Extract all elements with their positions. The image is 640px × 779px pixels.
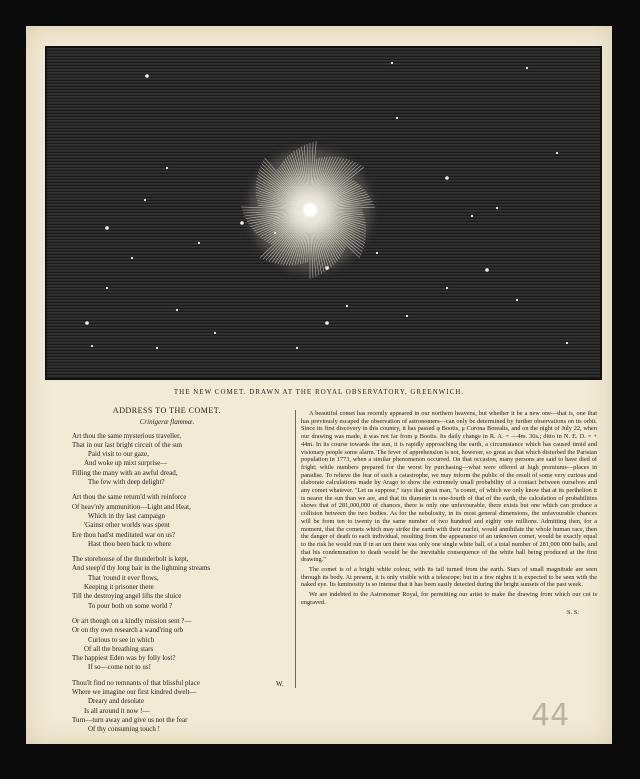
- star: [166, 167, 168, 169]
- star: [240, 221, 244, 225]
- star: [106, 287, 108, 289]
- poem-line: Art thou the same return'd with reinforce: [72, 493, 187, 502]
- poem-line: The happiest Eden was by folly lost?: [72, 654, 176, 663]
- column-rule: [295, 410, 296, 688]
- poem-column: [72, 406, 312, 741]
- star: [156, 347, 158, 349]
- star: [105, 226, 109, 230]
- poem-line: Or art though on a kindly mission sent ?—: [72, 616, 192, 625]
- poem-stanzas: [72, 432, 312, 735]
- poem-line: Or on thy own research a wand'ring orb: [72, 626, 184, 635]
- article-column: [301, 410, 597, 616]
- poem-line: Filling the many with an awful dread,: [72, 468, 178, 477]
- poem-stanza: [72, 617, 312, 673]
- poem-stanza: [72, 493, 312, 549]
- article-paragraph: The comet is of a bright white colour, with its tail turned from the earth. Stars of small magnitude are seen through its body. At present, it is only visible with a telescope; but in a few nights it is expected to be seen with the naked eye. Its luminosity is so intense that it has been easily detected during the bright sunsets of the past week.: [301, 566, 597, 589]
- star: [131, 257, 133, 259]
- poem-line: Of heav'nly ammunition—Light and Heat,: [72, 502, 191, 511]
- poem-line: Curious to see in which: [88, 635, 155, 644]
- poem-line: Which in thy last campaign: [88, 511, 165, 520]
- star: [396, 117, 398, 119]
- poem-line: And woke up mixt surprise—: [84, 459, 168, 468]
- poem-line: That in our last bright circuit of the sun: [72, 440, 183, 449]
- star: [391, 62, 393, 64]
- star: [566, 342, 568, 344]
- poem-line: Of all the breathing stars: [84, 644, 154, 653]
- comet-engraving: [45, 46, 602, 380]
- poem-line: Paid visit to our gaze,: [88, 450, 149, 459]
- poem-signature: W.: [276, 680, 284, 688]
- star: [516, 299, 518, 301]
- poem-subtitle: Crinigeræ flammæ.: [139, 418, 195, 427]
- poem-line: 'Gainst other worlds was spent: [84, 521, 170, 530]
- star: [296, 347, 298, 349]
- poem-line: That 'round it ever flows,: [88, 573, 159, 582]
- poem-line: The few with deep delight?: [88, 478, 165, 487]
- star: [214, 332, 216, 334]
- poem-line: Turn—turn away and give us not the fear: [72, 715, 188, 724]
- poem-line: Of thy consuming touch !: [88, 725, 160, 734]
- star: [85, 321, 89, 325]
- article-paragraph: A beautiful comet has recently appeared in our northern heavens, but whether it be a new one—that is, one that has previously escaped the observation of astronomers—can only be determined by further observations on its orbit. Since its first discovery in this country, it has passed φ Bootis, μ Corona Borealis, and on the night of July 22, when our drawing was made, it was not far from μ Bootis. Its daily change in R. A. = —4m. 30s.; ditto in N. E. D. = + 44m. In its course towards the sun, it is rapidly approaching the earth, a circumstance which has caused timid and visionary people some alarm. The fever of apprehension is not, however, so great as that which disturbed the Parisian population in 1773, when a similar phenomenon occurred. On that occasion, many persons are said to have died of fright; while numbers prepared for the worst by purchasing—what were offered at high premiums—places in paradise. To relieve the fear of such a catastrophe, we may inform the public of the result of some very curious and elaborate calculations made by Arago to show the extremely small probability of a contact between ourselves and any comet whatever. "Let us suppose," says that great man, "a comet, of which we only know that at its perihelion it is nearer the sun than we are, and that its diameter is one-fourth of that of the earth, the calculation of probabilities shows that of 281,000,000 of chances, there is only one unfavourable, there exists but one which can produce a collision between the two bodies. As for the nebulosity, in its most general dimensions, the unfavourable chances will be from ten to twenty in the same number of two hundred and eighty one millions. Admitting then, for a moment, that the comets which may strike the earth with their nuclei, would annihilate the whole human race, then the danger of death to each individual, resulting from the appearance of an unknown comet, would be exactly equal to the risk he would run if in an urn there was only one single white ball, of a total number of 281,000 000 balls, and that his condemnation to death would be the inevitable consequence of the white ball being produced at the first drawing.": [301, 410, 597, 564]
- poem-stanza: [72, 555, 312, 611]
- star: [485, 268, 489, 272]
- comet-nucleus: [304, 204, 316, 216]
- poem-line: To pour both on some world ?: [88, 601, 173, 610]
- star: [496, 207, 498, 209]
- star: [556, 152, 558, 154]
- star: [91, 345, 93, 347]
- poem-line: Keeping it prisoner there: [84, 583, 154, 592]
- poem-line: Thou'lt find no remnants of that blissful place: [72, 678, 200, 687]
- star: [325, 321, 329, 325]
- star: [445, 176, 449, 180]
- poem-line: Till the destroying angel lifts the sluice: [72, 592, 182, 601]
- engraving-caption: THE NEW COMET. DRAWN AT THE ROYAL OBSERVATORY, GREENWICH.: [173, 388, 465, 396]
- star: [526, 67, 528, 69]
- poem-title: ADDRESS TO THE COMET.: [112, 406, 222, 415]
- star: [346, 305, 348, 307]
- poem-line: Art thou the same mysterious traveller,: [72, 431, 181, 440]
- poem-line: Is all around it now !—: [84, 706, 150, 715]
- poem-line: The storehouse of the thunderbolt is kept,: [72, 555, 189, 564]
- star: [274, 232, 276, 234]
- poem-line: Ere thou had'st meditated war on us?: [72, 530, 176, 539]
- poem-stanza: [72, 432, 312, 488]
- pencil-annotation: 44: [531, 698, 570, 733]
- article-paragraph: We are indebted to the Astronomer Royal, for permitting our artist to make the drawing from which our cut is engraved.: [301, 591, 597, 606]
- star: [176, 309, 178, 311]
- article-signature: S. S.: [566, 608, 579, 616]
- star: [446, 287, 448, 289]
- star: [471, 215, 473, 217]
- star: [145, 74, 149, 78]
- star: [198, 242, 200, 244]
- star: [406, 315, 408, 317]
- comet-engraving-svg: [47, 48, 600, 378]
- poem-line: Hast thou been back to where: [88, 539, 171, 548]
- poem-line: If so—come not to us!: [88, 663, 151, 672]
- poem-line: Where we imagine our first kindred dwelt—: [72, 688, 197, 697]
- star: [325, 266, 329, 270]
- star: [376, 252, 378, 254]
- newspaper-page: [26, 26, 612, 744]
- star: [144, 199, 146, 201]
- poem-line: And steep'd thy long hair in the lightning streams: [72, 564, 211, 573]
- poem-line: Dreary and desolate: [88, 697, 144, 706]
